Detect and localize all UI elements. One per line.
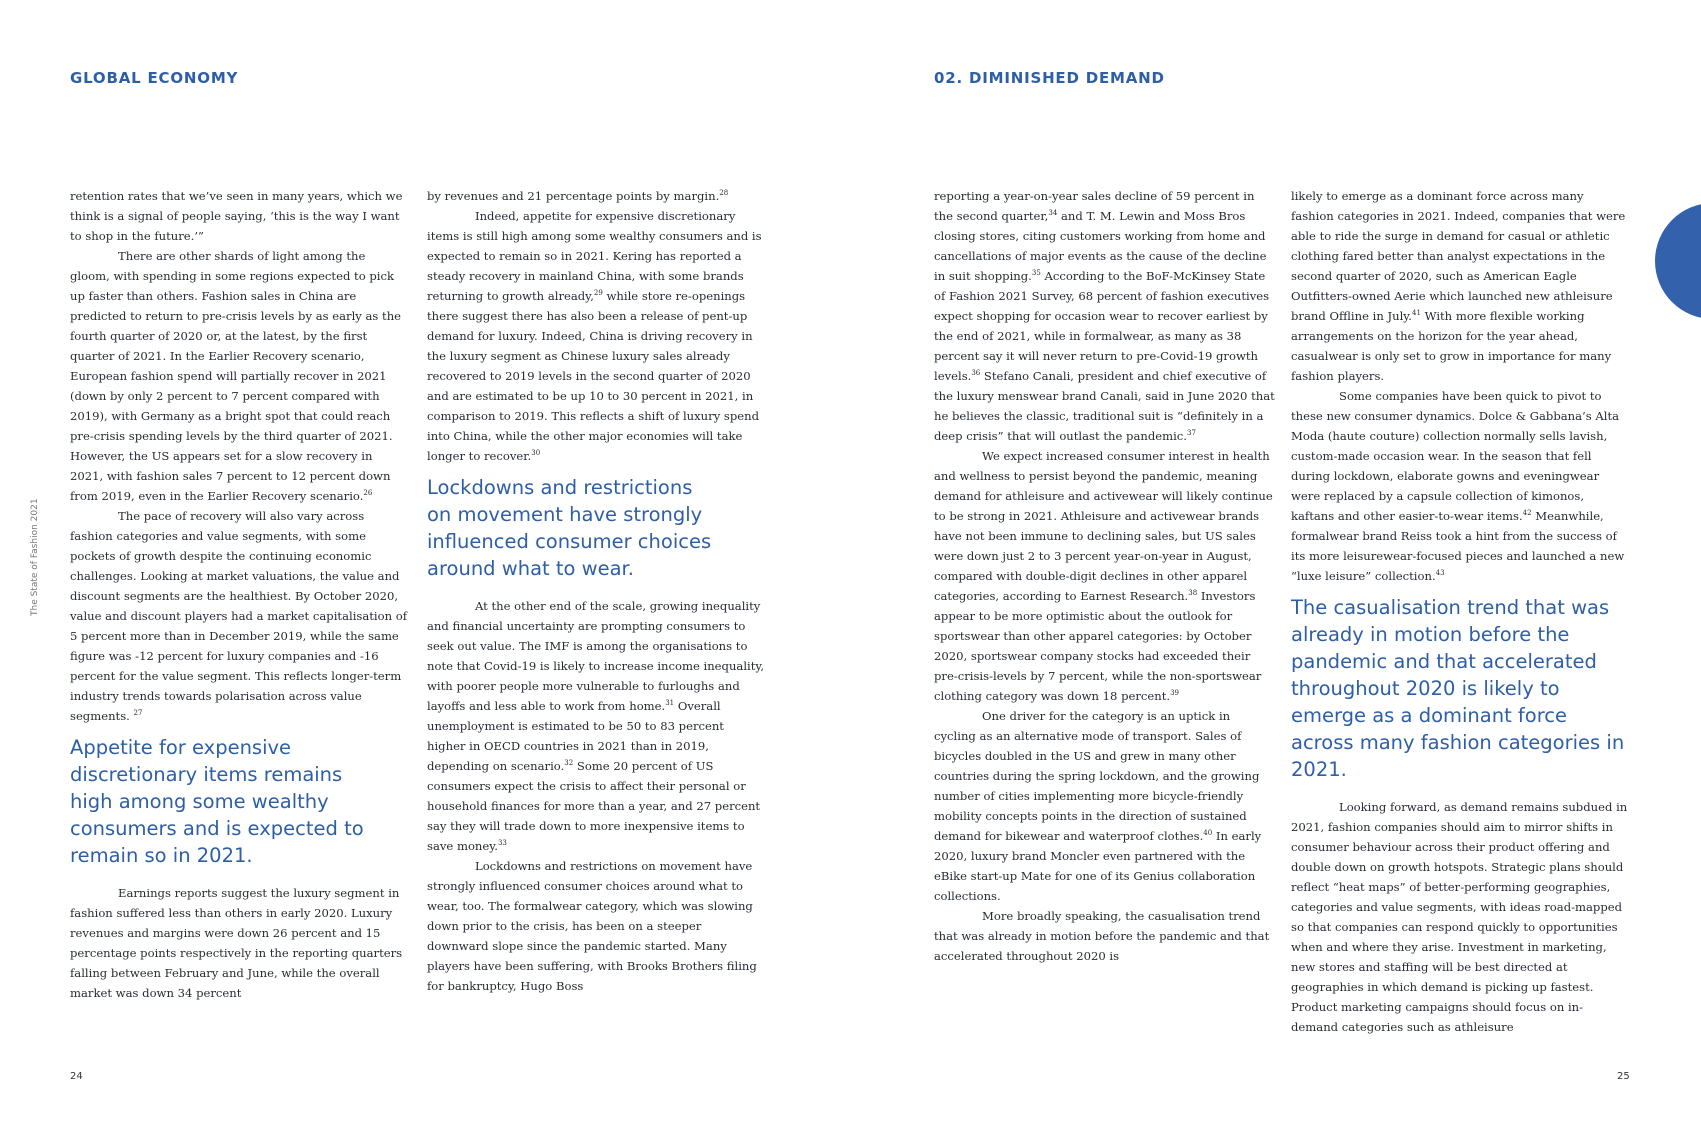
footnote-marker: 34 [1048,209,1058,218]
paragraph: More broadly speaking, the casualisation trend that was already in motion before the pandemic and that accelerated throughout 2020 is [934,909,1270,963]
footnote-marker: 39 [1170,689,1179,698]
paragraph: by revenues and 21 percentage points by margin.$^{28}$ [427,189,729,203]
text-column-3 [934,186,1275,966]
footnote-marker: 31 [665,699,675,708]
text-column-4 [1291,186,1629,1037]
paragraph: reporting a year-on-year sales decline of 59 percent in the second quarter,$^{34}$ and T. M. Lewin and Moss Bros closing stores, citing customers working from home and cancellations of major events as the cause of the decline in suit shopping.$^{35}$ According to the BoF-McKinsey State of Fashion 2021 Survey, 68 percent of fashion executives expect shopping for occasion wear to recover earliest by the end of 2021, while in formalwear, as many as 38 percent say it will never return to pre-Covid-19 growth levels.$^{36}$ Stefano Canali, president and chief executive of the luxury menswear brand Canali, said in June 2020 that he believes the classic, traditional suit is “definitely in a deep crisis” that will outlast the pandemic.$^{37}$ [934,189,1275,443]
paragraph: The pace of recovery will also vary across fashion categories and value segments, with some pockets of growth despite the continuing economic challenges. Looking at market valuations, the value and discount segments are the healthiest. By October 2020, value and discount players had a market capitalisation of 5 percent more than in December 2019, while the same figure was -12 percent for luxury companies and -16 percent for the value segment. This reflects longer-term industry trends towards polarisation across value segments. $^{27}$ [70,509,408,723]
page-number-left: 24 [70,1071,83,1082]
footnote-marker: 36 [971,369,981,378]
section-header-global-economy: GLOBAL ECONOMY [70,69,239,87]
footnote-marker: 26 [363,489,373,498]
paragraph: Earnings reports suggest the luxury segment in fashion suffered less than others in early 2020. Luxury revenues and margins were down 26 percent and 15 percentage points respectively in the reporting quarters falling between February and June, while the overall market was down 34 percent [70,886,403,1000]
paragraph: Looking forward, as demand remains subdued in 2021, fashion companies should aim to mirror shifts in consumer behaviour across their product offering and double down on growth hotspots. Strategic plans should reflect “heat maps” of better-performing geographies, categories and value segments, with ideas road-mapped so that companies can respond quickly to opportunities when and where they arise. Investment in marketing, new stores and staffing will be best directed at geographies in which demand is picking up fastest. Product marketing campaigns should focus on in-demand categories such as athleisure [1291,800,1628,1034]
footnote-marker: 37 [1187,429,1196,438]
paragraph: Lockdowns and restrictions on movement have strongly influenced consumer choices around what to wear, too. The formalwear category, which was slowing down prior to the crisis, has been on a steeper downward slope since the pandemic started. Many players have been suffering, with Brooks Brothers filing for bankruptcy, Hugo Boss [427,859,757,993]
footnote-marker: 42 [1522,509,1532,518]
footnote-marker: 29 [593,289,603,298]
decorative-circle [1655,203,1701,319]
paragraph: likely to emerge as a dominant force across many fashion categories in 2021. Indeed, companies that were able to ride the surge in demand for casual or athletic clothing fared better than analyst expectations in the second quarter of 2020, such as American Eagle Outfitters-owned Aerie which launched new athleisure brand Offline in July.$^{41}$ With more flexible working arrangements on the horizon for the year ahead, casualwear is only set to grow in importance for many fashion players. [1291,189,1626,383]
footnote-marker: 35 [1031,269,1041,278]
text-column-1 [70,186,408,1003]
paragraph: Some companies have been quick to pivot to these new consumer dynamics. Dolce & Gabbana’s Alta Moda (haute couture) collection normally sells lavish, custom-made occasion wear. In the season that fell during lockdown, elaborate gowns and eveningwear were replaced by a capsule collection of kimonos, kaftans and other easier-to-wear items.$^{42}$ Meanwhile, formalwear brand Reiss took a hint from the success of its more leisurewear-focused pieces and launched a new “luxe leisure” collection.$^{43}$ [1291,389,1625,583]
footnote-marker: 28 [719,189,729,198]
pull-quote: The casualisation trend that was already in motion before the pandemic and that accelerated throughout 2020 is likely to emerge as a dominant force across many fashion categories in 2021. [1291,596,1625,781]
paragraph: Indeed, appetite for expensive discretionary items is still high among some wealthy consumers and is expected to remain so in 2021. Kering has reported a steady recovery in mainland China, with some brands returning to growth already,$^{29}$ while store re-openings there suggest there has also been a release of pent-up demand for luxury. Indeed, China is driving recovery in the luxury segment as Chinese luxury sales already recovered to 2019 levels in the second quarter of 2020 and are estimated to be up 10 to 30 percent in 2021, in comparison to 2019. This reflects a shift of luxury spend into China, while the other major economies will take longer to recover.$^{30}$ [427,209,762,463]
page-number-right: 25 [1617,1071,1630,1082]
footnote-marker: 41 [1412,309,1421,318]
footnote-marker: 43 [1435,569,1445,578]
footnote-marker: 40 [1203,829,1213,838]
paragraph: retention rates that we’ve seen in many years, which we think is a signal of people saying, ‘this is the way I want to shop in the future.’” [70,189,403,243]
section-header-diminished-demand: 02. DIMINISHED DEMAND [934,69,1165,87]
footnote-marker: 27 [133,709,143,718]
pull-quote: Lockdowns and restrictions on movement have strongly influenced consumer choices around what to wear. [427,476,712,580]
text-column-2 [427,186,765,996]
paragraph: At the other end of the scale, growing inequality and financial uncertainty are prompting consumers to seek out value. The IMF is among the organisations to note that Covid-19 is likely to increase income inequality, with poorer people more vulnerable to furloughs and layoffs and less able to work from home.$^{31}$ Overall unemployment is estimated to be 50 to 83 percent higher in OECD countries in 2021 than in 2019, depending on scenario.$^{32}$ Some 20 percent of US consumers expect the crisis to affect their personal or household finances for more than a year, and 27 percent say they will trade down to more inexpensive items to save money.$^{33}$ [427,599,765,853]
footnote-marker: 32 [564,759,574,768]
pull-quote: Appetite for expensive discretionary items remains high among some wealthy consumers and is expected to remain so in 2021. [70,736,364,867]
paragraph: We expect increased consumer interest in health and wellness to persist beyond the pandemic, meaning demand for athleisure and activewear will likely continue to be strong in 2021. Athleisure and activewear brands have not been immune to declining sales, but US sales were down just 2 to 3 percent year-on-year in August, compared with double-digit declines in other apparel categories, according to Earnest Research.$^{38}$ Investors appear to be more optimistic about the outlook for sportswear than other apparel categories: by October 2020, sportswear company stocks had exceeded their pre-crisis-levels by 7 percent, while the non-sportswear clothing category was down 18 percent.$^{39}$ [934,449,1273,703]
footnote-marker: 30 [531,449,541,458]
paragraph: There are other shards of light among the gloom, with spending in some regions expected to pick up faster than others. Fashion sales in China are predicted to return to pre-crisis levels by as early as the fourth quarter of 2020 or, at the latest, by the first quarter of 2021. In the Earlier Recovery scenario, European fashion spend will partially recover in 2021 (down by only 2 percent to 7 percent compared with 2019), with Germany as a bright spot that could reach pre-crisis spending levels by the third quarter of 2021. However, the US appears set for a slow recovery in 2021, with fashion sales 7 percent to 12 percent down from 2019, even in the Earlier Recovery scenario.$^{26}$ [70,249,402,503]
footnote-marker: 38 [1188,589,1198,598]
paragraph: One driver for the category is an uptick in cycling as an alternative mode of transport. Sales of bicycles doubled in the US and grew in many other countries during the spring lockdown, and the growing number of cities implementing more bicycle-friendly mobility concepts points in the direction of sustained demand for bikewear and waterproof clothes.$^{40}$ In early 2020, luxury brand Moncler even partnered with the eBike start-up Mate for one of its Genius collaboration collections. [934,709,1262,903]
footnote-marker: 33 [497,839,507,848]
side-running-title: The State of Fashion 2021 [30,498,40,616]
